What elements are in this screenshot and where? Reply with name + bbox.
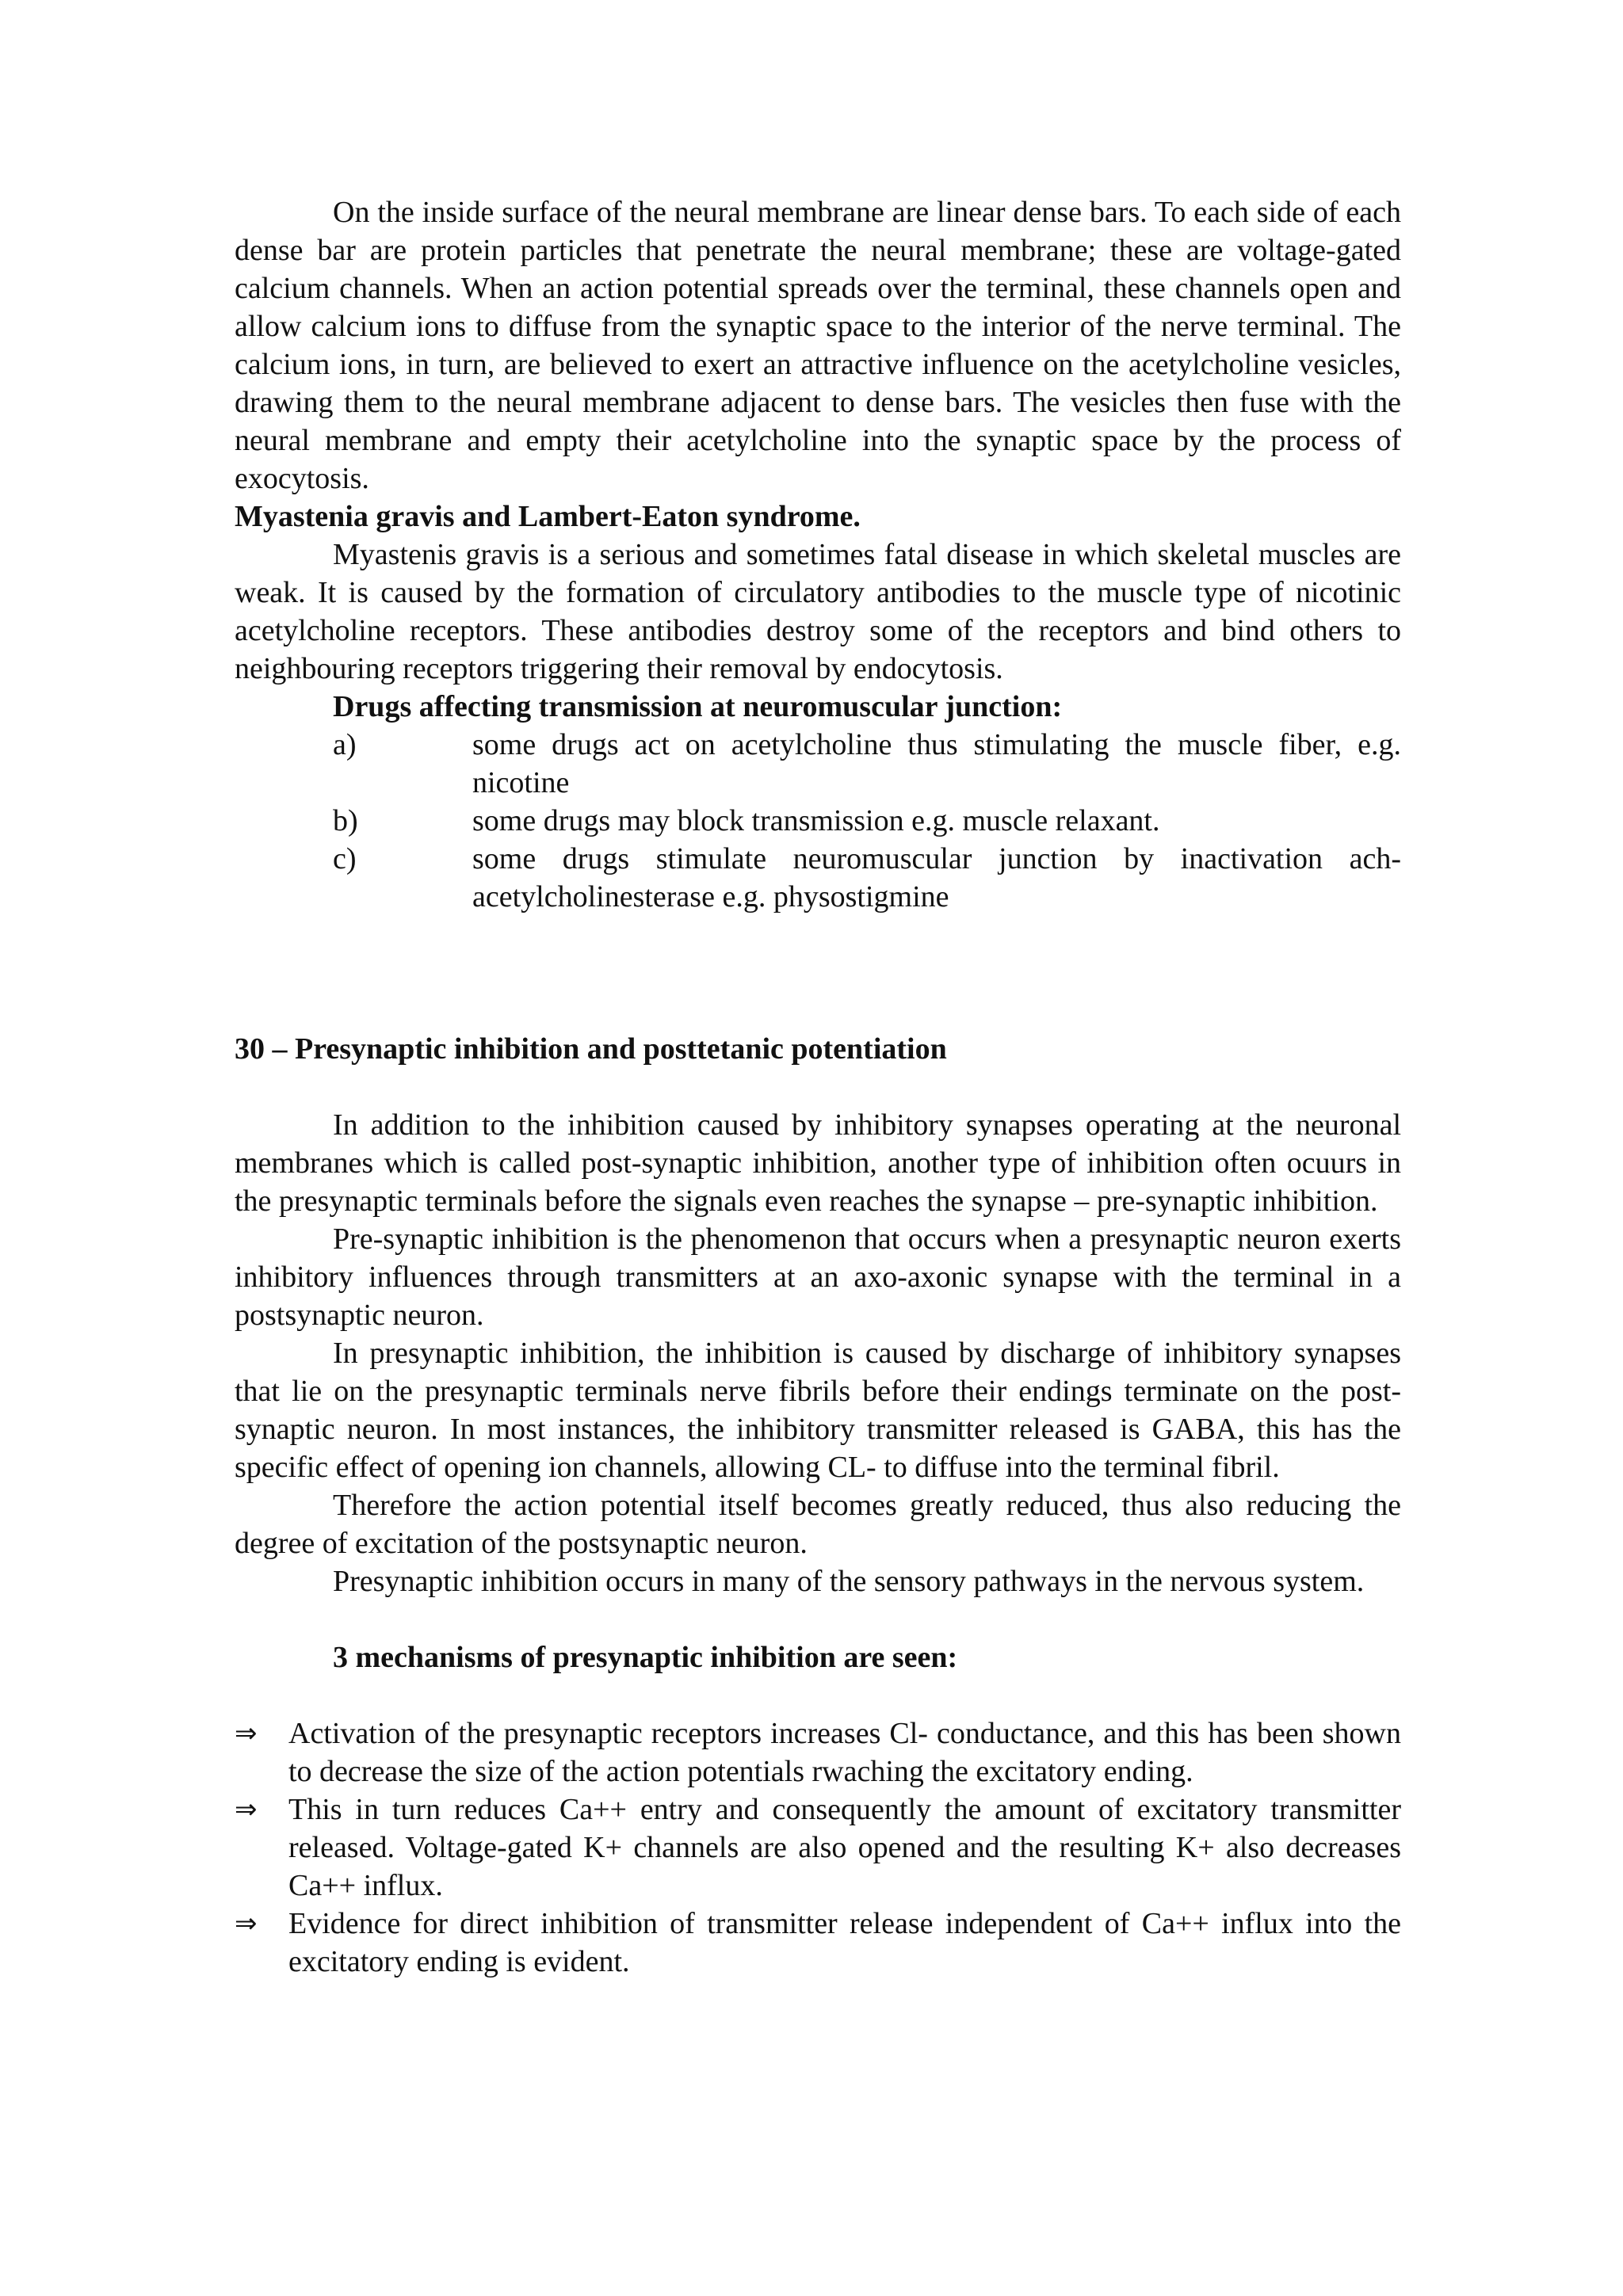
myasthenia-heading: Myastenia gravis and Lambert-Eaton syndrome. (235, 500, 861, 533)
list-item-text: some drugs act on acetylcholine thus stimulating the muscle fiber, e.g. nicotine (472, 728, 1401, 799)
double-arrow-icon: ⇒ (235, 1794, 258, 1825)
list-marker: b) (333, 804, 358, 837)
list-item (235, 802, 1401, 840)
myasthenia-paragraph: Myastenis gravis is a serious and sometimes fatal disease in which skeletal muscles are weak. It is caused by the formation of circulatory antibodies to the muscle type of nicotinic acetylcholine receptors. These antibodies destroy some of the receptors and bind others to neighbouring receptors triggering their removal by endocytosis. (235, 538, 1401, 685)
section-paragraph: Pre-synaptic inhibition is the phenomenon that occurs when a presynaptic neuron exerts inhibitory influences through transmitters at an axo-axonic synapse with the terminal in a postsynaptic neuron. (235, 1222, 1401, 1332)
list-item-text: Activation of the presynaptic receptors increases Cl- conductance, and this has been shown to decrease the size of the action potentials rwaching the excitatory ending. (288, 1717, 1401, 1788)
list-item-text: some drugs may block transmission e.g. muscle relaxant. (472, 804, 1160, 837)
drugs-list (235, 726, 1401, 916)
list-item (235, 726, 1401, 802)
list-item (235, 1905, 1401, 1981)
list-item (235, 840, 1401, 916)
double-arrow-icon: ⇒ (235, 1908, 258, 1939)
section-paragraph: In addition to the inhibition caused by inhibitory synapses operating at the neuronal membranes which is called post-synaptic inhibition, another type of inhibition often ocuurs in the presynaptic terminals before the signals even reaches the synapse – pre-synaptic inhibition. (235, 1108, 1401, 1218)
list-item (235, 1791, 1401, 1905)
list-marker: a) (333, 728, 357, 761)
section-paragraph: In presynaptic inhibition, the inhibition is caused by discharge of inhibitory synapses that lie on the presynaptic terminals nerve fibrils before their endings terminate on the post-synaptic neuron. In most instances, the inhibitory transmitter released is GABA, this has the specific effect of opening ion channels, allowing CL- to diffuse into the terminal fibril. (235, 1337, 1401, 1484)
list-item (235, 1714, 1401, 1791)
list-item-text: Evidence for direct inhibition of transmitter release independent of Ca++ influx into the excitatory ending is evident. (288, 1907, 1401, 1978)
intro-paragraph: On the inside surface of the neural membrane are linear dense bars. To each side of each dense bar are protein particles that penetrate the neural membrane; these are voltage-gated calcium channels. When an action potential spreads over the terminal, these channels open and allow calcium ions to diffuse from the synaptic space to the interior of the nerve terminal. The calcium ions, in turn, are believed to exert an attractive influence on the acetylcholine vesicles, drawing them to the neural membrane adjacent to dense bars. The vesicles then fuse with the neural membrane and empty their acetylcholine into the synaptic space by the process of exocytosis. (235, 196, 1401, 495)
document-page (235, 193, 1401, 1981)
section-paragraph: Presynaptic inhibition occurs in many of the sensory pathways in the nervous system. (333, 1565, 1365, 1598)
drugs-heading: Drugs affecting transmission at neuromuscular junction: (333, 690, 1063, 723)
list-item-text: This in turn reduces Ca++ entry and consequently the amount of excitatory transmitter released. Voltage-gated K+ channels are also opened and the resulting K+ also decreases Ca++ influx. (288, 1793, 1401, 1902)
mechanisms-list (235, 1714, 1401, 1981)
list-item-text: some drugs stimulate neuromuscular junction by inactivation ach-acetylcholinesterase e.g. physostigmine (472, 842, 1401, 913)
section-title: 30 – Presynaptic inhibition and posttetanic potentiation (235, 1032, 947, 1066)
double-arrow-icon: ⇒ (235, 1718, 258, 1749)
section-paragraph: Therefore the action potential itself becomes greatly reduced, thus also reducing the degree of excitation of the postsynaptic neuron. (235, 1489, 1401, 1560)
mechanisms-heading: 3 mechanisms of presynaptic inhibition are seen: (333, 1641, 958, 1674)
list-marker: c) (333, 842, 357, 875)
